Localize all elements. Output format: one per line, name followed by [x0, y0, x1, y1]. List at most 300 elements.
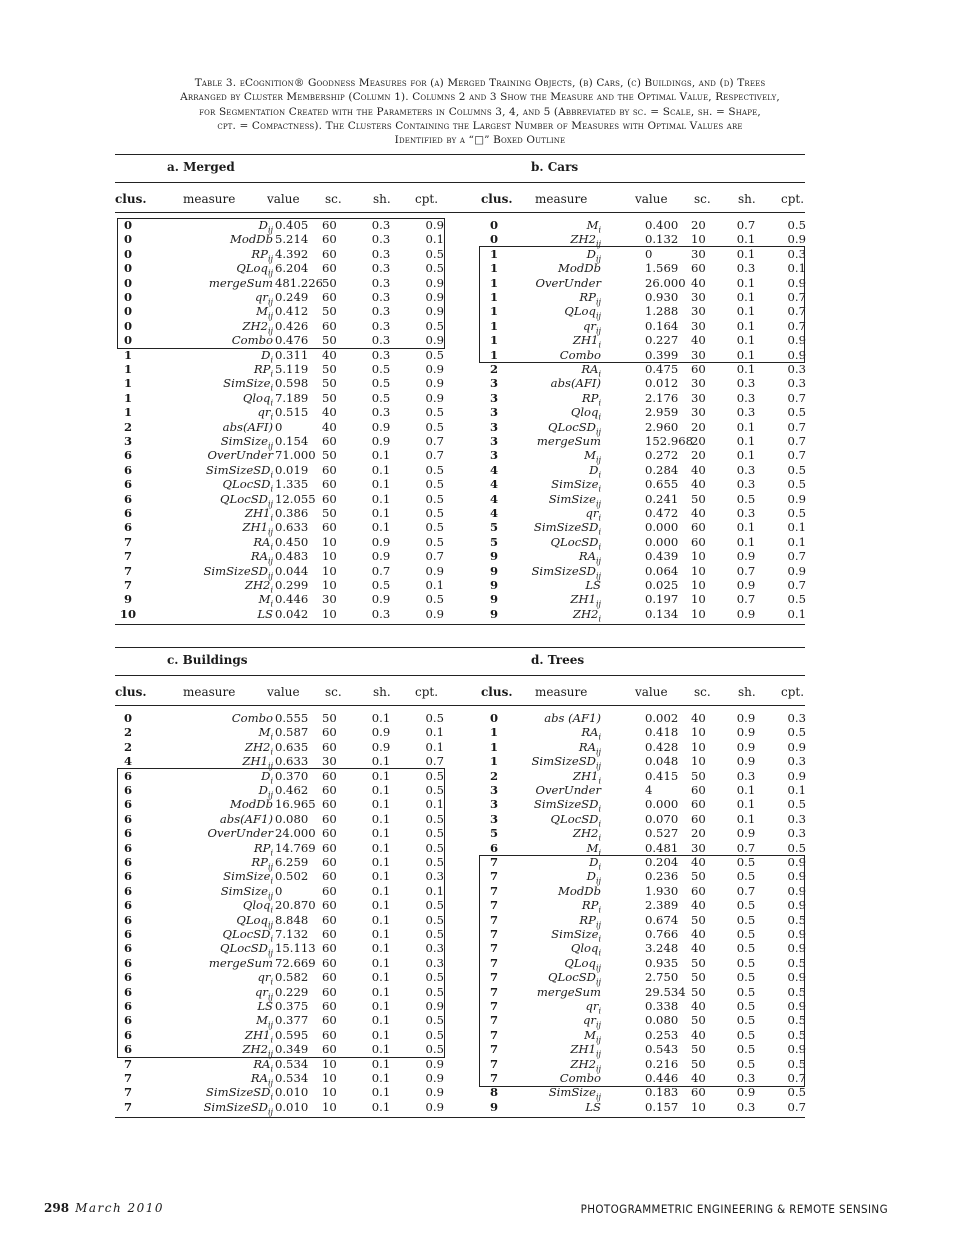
cell-value: 0.134 [645, 606, 679, 621]
table-caption [105, 76, 855, 147]
cell-shape: 0.5 [736, 1056, 756, 1071]
optimal-cluster-box [117, 768, 445, 1058]
cell-value: 0.000 [645, 534, 679, 549]
cell-measure: SimSize$_{ij}$ [548, 491, 601, 508]
cell-scale: 40 [691, 1027, 706, 1042]
cell-measure: $M_{ij}$ [256, 1013, 273, 1030]
cell-cluster: 2 [489, 768, 499, 783]
cell-compactness: 0.9 [787, 869, 806, 884]
cell-cluster: 0 [123, 232, 133, 247]
cell-value: 6.259 [275, 855, 309, 869]
cell-value: 0.157 [645, 1099, 679, 1114]
cell-cluster: 3 [489, 390, 499, 405]
caption-line: Arranged by Cluster Membership (Column 1). Columns 2 and 3 Show the Measure and the Optimal Value, Respectively, [180, 91, 780, 104]
cell-value: 152.968 [645, 434, 693, 448]
cell-scale: 10 [322, 563, 337, 578]
cell-scale: 30 [691, 347, 706, 362]
cell-shape: 0.1 [371, 1085, 391, 1100]
cell-value: 0.582 [275, 970, 309, 985]
cell-compactness: 0.5 [787, 1013, 806, 1028]
cell-shape: 0.1 [736, 362, 756, 376]
cell-shape: 0.5 [371, 390, 391, 405]
cell-compactness: 0.5 [425, 318, 444, 333]
cell-value: 0.204 [645, 855, 679, 869]
cell-shape: 0.1 [371, 927, 391, 941]
cell-shape: 0.1 [736, 811, 756, 826]
cell-cluster: 9 [489, 1099, 499, 1114]
cell-cluster: 6 [123, 970, 133, 985]
table-row [115, 434, 806, 451]
cell-cluster: 1 [123, 390, 133, 405]
cell-measure: $ZH2_{ij}$ [570, 232, 601, 249]
cell-compactness: 0.5 [425, 984, 444, 999]
cell-cluster: 3 [489, 405, 499, 420]
cell-measure: ModDb [558, 261, 601, 276]
cell-shape: 0.5 [371, 578, 391, 592]
cell-scale: 50 [322, 376, 337, 391]
cell-scale: 10 [691, 549, 706, 564]
cell-compactness: 0.9 [425, 275, 444, 290]
cell-shape: 0.5 [736, 1013, 756, 1028]
cell-scale: 10 [322, 534, 337, 549]
cell-measure: ModDb [558, 883, 601, 898]
cell-compactness: 0.5 [787, 1027, 806, 1042]
cell-measure: abs(AFI) [222, 419, 273, 434]
cell-cluster: 0 [123, 218, 133, 232]
cell-shape: 0.3 [736, 462, 756, 477]
cell-cluster: 7 [489, 955, 499, 970]
cell-cluster: 1 [489, 275, 499, 290]
cell-compactness: 0.9 [425, 333, 444, 348]
cell-compactness: 0.1 [787, 606, 806, 621]
cell-compactness: 0.5 [425, 520, 444, 535]
cell-value: 0.766 [645, 927, 679, 941]
cell-measure: SimSizeSD$_i$ [533, 520, 601, 537]
cell-compactness: 0.5 [425, 855, 444, 869]
cell-scale: 50 [691, 1056, 706, 1071]
cell-cluster: 6 [123, 1013, 133, 1028]
cell-scale: 10 [691, 725, 706, 740]
cell-shape: 0.5 [371, 376, 391, 391]
cell-cluster: 7 [123, 1056, 133, 1071]
cell-compactness: 0.7 [787, 578, 806, 592]
cell-scale: 40 [691, 855, 706, 869]
cell-cluster: 1 [489, 261, 499, 276]
cell-compactness: 0.1 [787, 534, 806, 549]
cell-measure: QLoq$_{ij}$ [564, 304, 601, 321]
optimal-cluster-box [479, 855, 805, 1087]
cell-compactness: 0.9 [787, 898, 806, 913]
cell-measure: SimSize$_i$ [223, 376, 273, 393]
cell-value: 0.010 [275, 1085, 309, 1100]
cell-compactness: 0.5 [425, 477, 444, 492]
cell-value: 0.481 [645, 840, 679, 855]
cell-compactness: 0.5 [787, 477, 806, 492]
cell-shape: 0.5 [736, 927, 756, 941]
cell-measure: $RP_i$ [253, 362, 273, 379]
cell-shape: 0.3 [371, 333, 391, 348]
cell-value: 0.428 [645, 739, 679, 754]
cell-value: 0.400 [645, 218, 679, 232]
cell-measure: SimSize$_i$ [223, 869, 273, 886]
cell-shape: 0.1 [371, 869, 391, 884]
cell-measure: $M_{ij}$ [584, 448, 601, 465]
cell-measure: $qr_{ij}$ [254, 290, 273, 307]
table-row [115, 362, 806, 379]
cell-value: 0.935 [645, 955, 679, 970]
cell-compactness: 0.5 [787, 984, 806, 999]
cell-shape: 0.1 [736, 534, 756, 549]
cell-shape: 0.5 [736, 855, 756, 869]
cell-cluster: 6 [123, 1027, 133, 1042]
cell-value: 0.000 [645, 797, 679, 812]
cell-shape: 0.5 [736, 869, 756, 884]
cell-cluster: 0 [123, 333, 133, 348]
footer-page [44, 1201, 164, 1215]
cell-compactness: 0.7 [787, 318, 806, 333]
cell-scale: 10 [691, 563, 706, 578]
cell-cluster: 3 [489, 783, 499, 797]
cell-scale: 60 [322, 290, 337, 304]
cell-measure: SimSizeSD$_i$ [205, 1085, 273, 1102]
cell-scale: 60 [322, 912, 337, 927]
cell-cluster: 1 [489, 333, 499, 348]
cell-compactness: 0.3 [787, 711, 806, 725]
cell-cluster: 6 [123, 869, 133, 884]
table-row [115, 606, 806, 624]
cell-value: 0.012 [645, 376, 679, 391]
cell-cluster: 6 [123, 811, 133, 826]
cell-scale: 50 [691, 491, 706, 506]
table-row [115, 1099, 806, 1117]
cell-cluster: 2 [489, 362, 499, 376]
cell-scale: 40 [691, 941, 706, 956]
cell-shape: 0.1 [736, 434, 756, 448]
cell-shape: 0.1 [371, 711, 391, 725]
cell-measure: $qr_i$ [585, 999, 601, 1016]
cell-cluster: 6 [123, 883, 133, 898]
cell-scale: 60 [322, 1013, 337, 1028]
cell-compactness: 0.5 [787, 592, 806, 607]
cell-shape: 0.3 [371, 606, 391, 621]
cell-shape: 0.1 [371, 912, 391, 927]
cell-value: 71.000 [275, 448, 316, 463]
cell-compactness: 0.9 [787, 1042, 806, 1057]
cell-shape: 0.3 [736, 405, 756, 420]
cell-compactness: 0.9 [787, 970, 806, 985]
cell-cluster: 7 [123, 549, 133, 564]
cell-value: 0.272 [645, 448, 679, 463]
table-bottom-rule [115, 1117, 805, 1118]
cell-measure: $RP_{ij}$ [251, 246, 273, 264]
cell-cluster: 6 [123, 448, 133, 463]
cell-measure: LS [257, 999, 273, 1013]
cell-scale: 30 [322, 592, 337, 607]
cell-compactness: 0.1 [787, 783, 806, 797]
cell-cluster: 7 [489, 1071, 499, 1085]
cell-shape: 0.3 [371, 218, 391, 232]
cell-shape: 0.3 [371, 261, 391, 276]
cell-compactness: 0.5 [425, 347, 444, 362]
cell-compactness: 0.3 [425, 955, 444, 970]
cell-compactness: 0.9 [425, 1056, 444, 1071]
cell-measure: $RA_i$ [581, 362, 601, 379]
cell-shape: 0.1 [371, 984, 391, 999]
cell-value: 0.010 [275, 1099, 309, 1114]
cell-measure: abs(AFI) [550, 376, 601, 391]
cell-cluster: 1 [123, 376, 133, 391]
cell-scale: 60 [322, 1027, 337, 1042]
cell-value: 0.655 [645, 477, 679, 492]
cell-cluster: 6 [489, 840, 499, 855]
cell-value: 0.370 [275, 768, 309, 783]
cell-value: 14.769 [275, 840, 316, 855]
cell-scale: 50 [322, 711, 337, 725]
cell-scale: 10 [691, 754, 706, 769]
cell-measure: $ZH2_{ij}$ [242, 318, 273, 336]
cell-measure: $RA_i$ [253, 534, 273, 552]
cell-shape: 0.1 [371, 855, 391, 869]
cell-shape: 0.1 [371, 898, 391, 913]
cell-compactness: 0.9 [425, 218, 444, 232]
cell-compactness: 0.5 [425, 840, 444, 855]
cell-compactness: 0.7 [425, 434, 444, 448]
optimal-cluster-box [117, 218, 445, 350]
cell-measure: $ZH2_{ij}$ [570, 1056, 601, 1073]
cell-compactness: 0.5 [425, 1013, 444, 1028]
cell-shape: 0.1 [371, 448, 391, 463]
cell-cluster: 7 [489, 855, 499, 869]
cell-cluster: 3 [489, 797, 499, 812]
column-header-clus: clus. [115, 192, 147, 206]
cell-scale: 60 [322, 984, 337, 999]
cell-value: 72.669 [275, 955, 316, 970]
cell-measure: QLocSD$_{ij}$ [548, 970, 601, 987]
cell-shape: 0.1 [371, 811, 391, 826]
cell-measure: $qr_i$ [257, 970, 273, 987]
cell-measure: SimSize$_{ij}$ [220, 883, 273, 901]
cell-cluster: 7 [489, 898, 499, 913]
cell-value: 0.000 [645, 520, 679, 535]
cell-value: 5.214 [275, 232, 309, 247]
cell-measure: QLocSD$_i$ [550, 534, 601, 552]
cell-shape: 0.1 [736, 783, 756, 797]
cell-measure: $RP_i$ [581, 390, 601, 408]
cell-compactness: 0.5 [425, 898, 444, 913]
cell-scale: 50 [691, 912, 706, 927]
cell-scale: 60 [691, 534, 706, 549]
cell-scale: 50 [691, 1013, 706, 1028]
cell-compactness: 0.1 [425, 797, 444, 812]
cell-shape: 0.1 [736, 246, 756, 261]
cell-scale: 10 [322, 549, 337, 564]
cell-scale: 60 [322, 797, 337, 812]
cell-scale: 30 [691, 376, 706, 391]
table-row [115, 420, 805, 434]
cell-value: 0.070 [645, 811, 679, 826]
cell-value: 16.965 [275, 797, 316, 812]
cell-value: 0.515 [275, 405, 309, 420]
cell-cluster: 6 [123, 491, 133, 506]
table-row [115, 520, 806, 537]
cell-value: 0.502 [275, 869, 309, 884]
table-row [115, 1085, 806, 1102]
cell-scale: 40 [691, 927, 706, 941]
cell-measure: $D_{ij}$ [586, 869, 601, 886]
cell-value: 0.064 [645, 563, 679, 578]
cell-value: 0.543 [645, 1042, 679, 1057]
cell-value: 0.472 [645, 506, 679, 520]
cell-shape: 0.1 [371, 506, 391, 520]
cell-measure: $RP_{ij}$ [251, 855, 273, 872]
cell-cluster: 7 [489, 970, 499, 985]
cell-cluster: 1 [489, 754, 499, 769]
cell-cluster: 4 [489, 491, 499, 506]
cell-shape: 0.1 [736, 448, 756, 463]
cell-compactness: 0.9 [425, 390, 444, 405]
page-number: 298 [44, 1201, 70, 1215]
cell-value: 1.288 [645, 304, 679, 319]
cell-cluster: 6 [123, 984, 133, 999]
cell-value: 0.080 [645, 1013, 679, 1028]
cell-compactness: 0.1 [787, 261, 806, 276]
cell-value: 0.462 [275, 783, 309, 797]
table-top-rule [115, 647, 805, 648]
cell-value: 0.253 [645, 1027, 679, 1042]
cell-shape: 0.7 [371, 563, 391, 578]
cell-measure: $ZH2_i$ [244, 739, 273, 757]
cell-value: 0.475 [645, 362, 679, 376]
cell-value: 0.284 [645, 462, 679, 477]
cell-compactness: 0.3 [787, 376, 806, 391]
cell-value: 0.132 [645, 232, 679, 247]
cell-shape: 0.1 [736, 419, 756, 434]
cell-cluster: 3 [489, 811, 499, 826]
cell-measure: $RA_i$ [253, 1056, 273, 1073]
cell-compactness: 0.3 [787, 826, 806, 841]
cell-scale: 60 [691, 783, 706, 797]
column-header-shape: sh. [373, 192, 391, 206]
cell-measure: $qr_i$ [257, 405, 273, 422]
cell-compactness: 0.9 [787, 883, 806, 898]
cell-cluster: 7 [489, 883, 499, 898]
cell-scale: 60 [322, 768, 337, 783]
cell-value: 4 [645, 783, 653, 797]
table-header-rule [115, 182, 805, 183]
cell-cluster: 6 [123, 520, 133, 535]
cell-cluster: 0 [489, 232, 499, 247]
cell-value: 0.476 [275, 333, 309, 348]
cell-measure: QLoq$_{ij}$ [564, 955, 601, 973]
cell-shape: 0.9 [736, 549, 756, 564]
cell-measure: $RA_{ij}$ [250, 1071, 273, 1088]
cell-value: 0.450 [275, 534, 309, 549]
cell-cluster: 7 [489, 1042, 499, 1057]
table-row [115, 578, 806, 595]
cell-value: 0.635 [275, 739, 309, 754]
cell-shape: 0.9 [371, 549, 391, 564]
cell-cluster: 7 [123, 1085, 133, 1100]
cell-measure: QLoq$_{ij}$ [236, 912, 273, 929]
cell-measure: abs (AF1) [544, 711, 601, 725]
table-row [115, 754, 806, 771]
cell-shape: 0.5 [736, 491, 756, 506]
cell-compactness: 0.5 [787, 405, 806, 420]
cell-shape: 0.3 [736, 506, 756, 520]
cell-value: 0.633 [275, 520, 309, 535]
cell-compactness: 0.1 [425, 725, 444, 740]
cell-measure: $ZH2_{ij}$ [242, 1042, 273, 1059]
cell-scale: 60 [691, 811, 706, 826]
cell-value: 0.249 [275, 290, 309, 304]
cell-cluster: 6 [123, 840, 133, 855]
cell-scale: 40 [691, 711, 706, 725]
cell-shape: 0.1 [371, 783, 391, 797]
table-row [115, 549, 806, 566]
cell-shape: 0.3 [371, 232, 391, 247]
cell-cluster: 1 [489, 318, 499, 333]
cell-shape: 0.1 [371, 1056, 391, 1071]
cell-scale: 20 [691, 218, 706, 232]
cell-scale: 10 [322, 578, 337, 592]
cell-compactness: 0.5 [787, 1056, 806, 1071]
cell-measure: Combo [559, 1071, 601, 1085]
cell-scale: 60 [322, 855, 337, 869]
cell-cluster: 0 [123, 290, 133, 304]
cell-cluster: 1 [489, 725, 499, 740]
column-header-clus: clus. [115, 685, 147, 699]
table-row [115, 534, 806, 552]
cell-value: 7.132 [275, 927, 309, 941]
table-row [115, 376, 806, 393]
cell-value: 481.226 [275, 275, 323, 290]
column-header-value: value [267, 192, 300, 206]
column-header-measure: measure [535, 192, 588, 206]
cell-scale: 60 [322, 826, 337, 841]
cell-cluster: 6 [123, 855, 133, 869]
cell-value: 0.412 [275, 304, 309, 319]
cell-scale: 10 [691, 592, 706, 607]
cell-compactness: 0.7 [787, 290, 806, 304]
caption-line: for Segmentation Created with the Parameters in Columns 3, 4, and 5 (Abbreviated by sc. = Scale, sh. = Shape, [199, 105, 761, 118]
cell-value: 0.534 [275, 1071, 309, 1085]
column-header-shape: sh. [738, 192, 756, 206]
cell-cluster: 3 [489, 448, 499, 463]
cell-compactness: 0.3 [787, 246, 806, 261]
cell-cluster: 6 [123, 462, 133, 477]
cell-shape: 0.7 [736, 840, 756, 855]
cell-shape: 0.1 [371, 1099, 391, 1114]
cell-cluster: 7 [489, 927, 499, 941]
cell-shape: 0.3 [371, 275, 391, 290]
cell-measure: SimSizeSD$_{ij}$ [203, 563, 273, 580]
cell-compactness: 0.9 [425, 290, 444, 304]
cell-measure: Qloq$_i$ [570, 941, 601, 958]
cell-shape: 0.5 [736, 984, 756, 999]
cell-measure: $ZH1_i$ [572, 768, 601, 785]
cell-measure: $qr_i$ [585, 506, 601, 523]
cell-compactness: 0.5 [425, 534, 444, 549]
subtable-title: c. Buildings [167, 653, 248, 667]
cell-scale: 50 [322, 362, 337, 376]
cell-measure: Combo [231, 711, 273, 725]
cell-measure: LS [585, 1099, 601, 1114]
cell-cluster: 4 [489, 506, 499, 520]
cell-scale: 10 [322, 1085, 337, 1100]
cell-value: 0.236 [645, 869, 679, 884]
cell-cluster: 6 [123, 506, 133, 520]
cell-scale: 50 [322, 448, 337, 463]
